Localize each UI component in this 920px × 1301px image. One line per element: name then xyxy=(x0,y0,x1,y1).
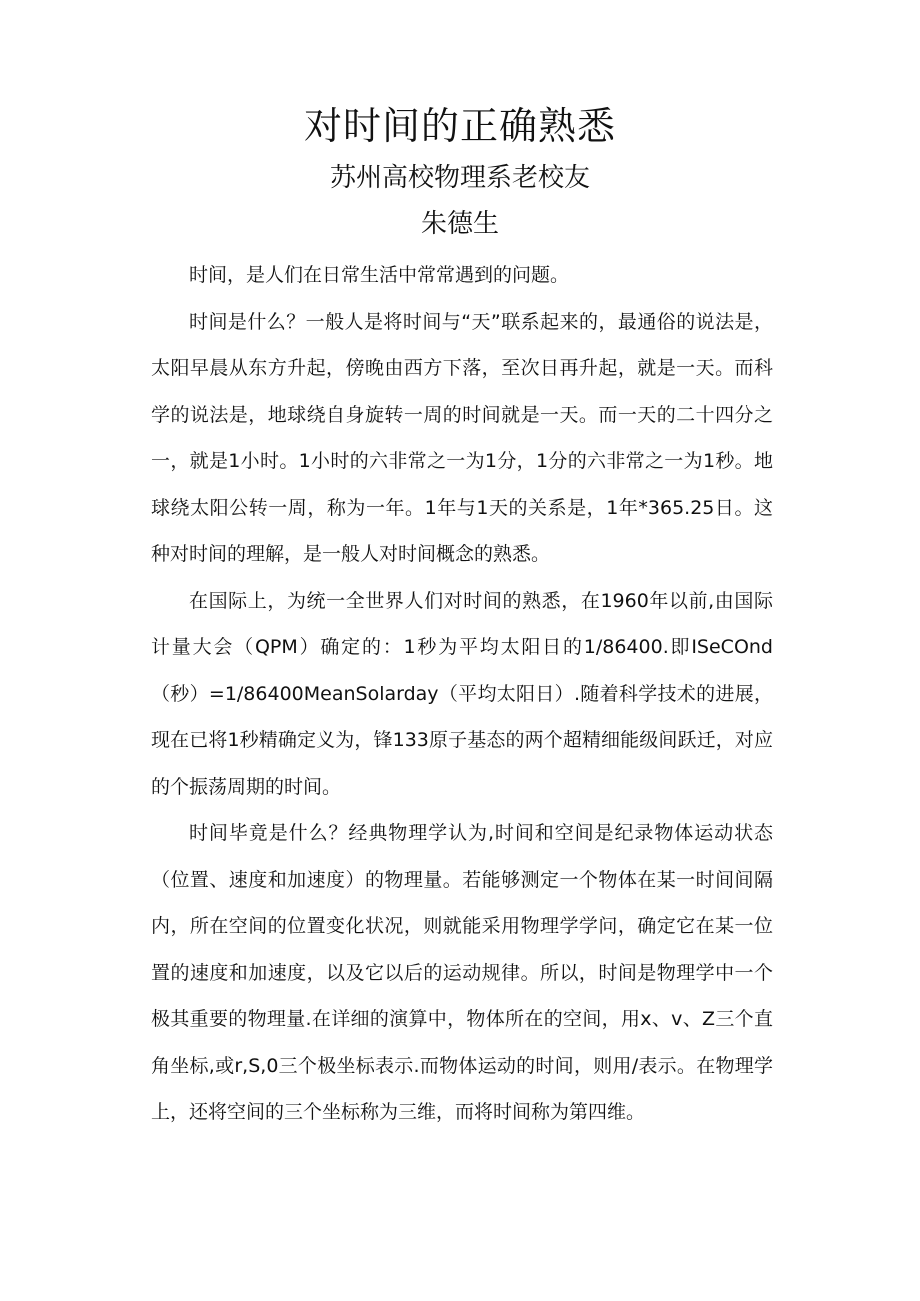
paragraph-2: 时间是什么？一般人是将时间与“天”联系起来的，最通俗的说法是，太阳早晨从东方升起，傍晚由西方下落，至次日再升起，就是一天。而科学的说法是，地球绕自身旋转一周的时间就是一天。而一天的二十四分之一，就是1小时。1小时的六非常之一为1分，1分的六非常之一为1秒。地球绕太阳公转一周，称为一年。1年与1天的关系是，1年*365.25日。这种对时间的理解，是一般人对时间概念的熟悉。 xyxy=(151,310,773,565)
document-title: 对时间的正确熟悉 xyxy=(303,104,616,148)
paragraph-4: 时间毕竟是什么？经典物理学认为,时间和空间是纪录物体运动状态（位置、速度和加速度）的物理量。若能够测定一个物体在某一时间间隔内，所在空间的位置变化状况，则就能采用物理学学问，确定它在某一位置的速度和加速度，以及它以后的运动规律。所以，时间是物理学中一个极其重要的物理量.在详细的演算中，物体所在的空间，用x、v、Z三个直角坐标,或r,S,0三个极坐标表示.而物体运动的时间，则用/表示。在物理学上，还将空间的三个坐标称为三维，而将时间称为第四维。 xyxy=(151,822,773,1123)
paragraph-3: 在国际上，为统一全世界人们对时间的熟悉，在1960年以前,由国际计量大会（QPM）确定的：1秒为平均太阳日的1/86400.即ISeCOnd（秒）=1/86400MeanSolarday（平均太阳日）.随着科学技术的进展，现在已将1秒精确定义为，锋133原子基态的两个超精细能级间跃迁，对应的个振荡周期的时间。 xyxy=(151,589,773,798)
document-body xyxy=(151,252,773,1136)
document-author: 朱德生 xyxy=(420,209,499,239)
paragraph-1: 时间，是人们在日常生活中常常遇到的问题。 xyxy=(189,264,570,286)
document-subtitle: 苏州高校物理系老校友 xyxy=(329,163,590,193)
